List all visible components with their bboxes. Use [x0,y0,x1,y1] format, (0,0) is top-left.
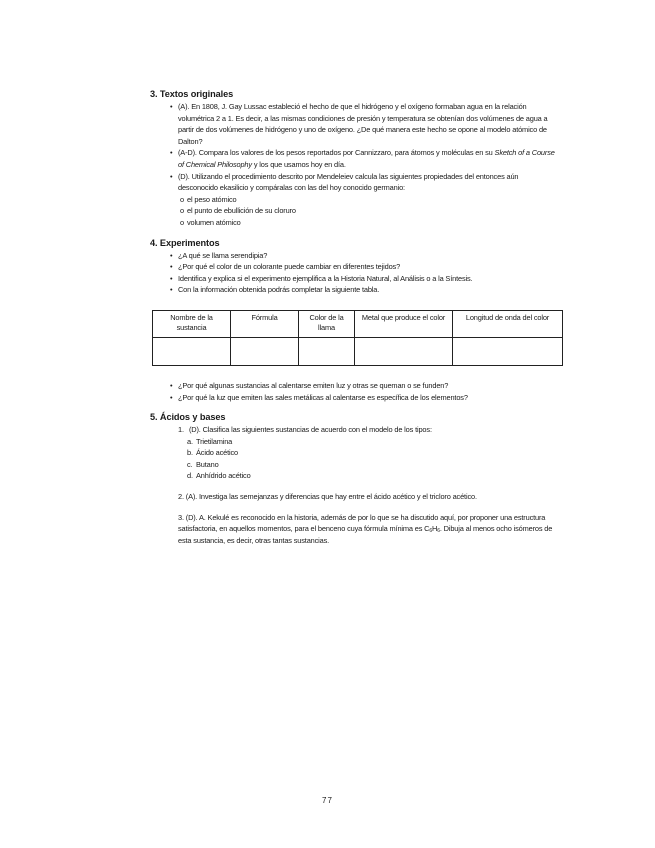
item-text: Trietilamina [196,436,233,446]
sub-list-item: o el punto de ebullición de su cloruro [150,205,560,217]
sub-list-item: o volumen atómico [150,217,560,229]
table-cell-empty [231,337,299,365]
item-text: y los que usamos hoy en día. [251,159,346,169]
item-text: Anhídrido acético [196,471,251,481]
item-text: (A-D). Compara los valores de los pesos reportados por Cannizzaro, para átomos y moléculas en su [178,148,495,158]
table-header-cell: Nombre de la sustancia [153,310,231,337]
item-text: Ácido acético [196,448,239,458]
numbered-question [150,424,560,436]
table-row [153,337,563,365]
lettered-item [150,470,560,482]
table-cell-empty [355,337,453,365]
subscript: 6 [429,528,433,535]
item-letter: c. [187,459,193,469]
list-item: • Con la información obtenida podrás completar la siguiente tabla. [150,284,560,296]
question-number: 1. [178,425,184,435]
sub-list-item: o el peso atómico [150,194,560,206]
section-title: 4. Experimentos [150,237,220,248]
numbered-question: 2. (A). Investiga las semejanzas y diferencias que hay entre el ácido acético y el tricloro acético. [178,492,477,502]
section-experimentos [150,237,560,404]
book-title: Sketch of a Course of Chemical Philosophy [178,148,555,169]
table-cell-empty [153,337,231,365]
subscript: 6 [437,528,440,535]
numbered-question [150,512,560,547]
lettered-item [150,436,560,448]
table-header-cell: Color de la llama [299,310,355,337]
page-number: 77 [322,796,333,805]
list-item: • ¿Por qué algunas sustancias al calentarse emiten luz y otras se queman o se funden? [150,380,560,392]
list-item: • Identifica y explica si el experimento ejemplifica a la Historia Natural, al Análisis o a la Síntesis. [150,273,560,285]
question-text: 3. (D). A. Kekulé es reconocido en la historia, además de por lo que se ha discutido aquí, por proponer una estructura satisfactoria, en aquellos momentos, para el benceno cuya fórmula mínima es C [178,512,546,534]
substances-table [152,310,563,366]
section-acidos-bases [150,411,560,546]
lettered-item [150,447,560,459]
section-textos-originales [150,88,560,229]
table-header-cell: Longitud de onda del color [453,310,563,337]
page-content [150,88,560,554]
table-cell-empty [453,337,563,365]
table-header-row [153,310,563,337]
question-text: . Dibuja al menos ocho isómeros de esta sustancia, es decir, otras tantas sustancias. [178,524,553,545]
item-letter: d. [187,471,193,481]
item-letter: b. [187,448,193,458]
formula-letter: H [432,524,438,534]
table-header-cell: Metal que produce el color [355,310,453,337]
lettered-item [150,459,560,471]
item-letter: a. [187,436,193,446]
table-header-cell: Fórmula [231,310,299,337]
section-title: 5. Ácidos y bases [150,412,226,423]
list-item: • ¿Por qué el color de un colorante puede cambiar en diferentes tejidos? [150,261,560,273]
item-text: Butano [196,459,219,469]
list-item [150,147,560,170]
list-item: • (A). En 1808, J. Gay Lussac estableció el hecho de que el hidrógeno y el oxígeno formaban agua en la relación volumétrica 2 a 1. Es decir, a las mismas condiciones de presión y temperatura se obtenían dos volúmenes de agua a partir de dos volúmenes de hidrógeno y uno de oxígeno. ¿De qué manera este hecho se opone al modelo atómico de Dalton? [150,101,560,147]
table-cell-empty [299,337,355,365]
list-item: • ¿A qué se llama serendipia? [150,250,560,262]
section-title: 3. Textos originales [150,89,234,99]
list-item: • (D). Utilizando el procedimiento descrito por Mendeleiev calcula las siguientes propiedades del entonces aún desconocido ekasilicio y compáralas con las del hoy conocido germanio: [150,171,560,194]
question-text: (D). Clasifica las siguientes sustancias de acuerdo con el modelo de los tipos: [189,425,432,435]
list-item: • ¿Por qué la luz que emiten las sales metálicas al calentarse es específica de los elementos? [150,392,560,404]
